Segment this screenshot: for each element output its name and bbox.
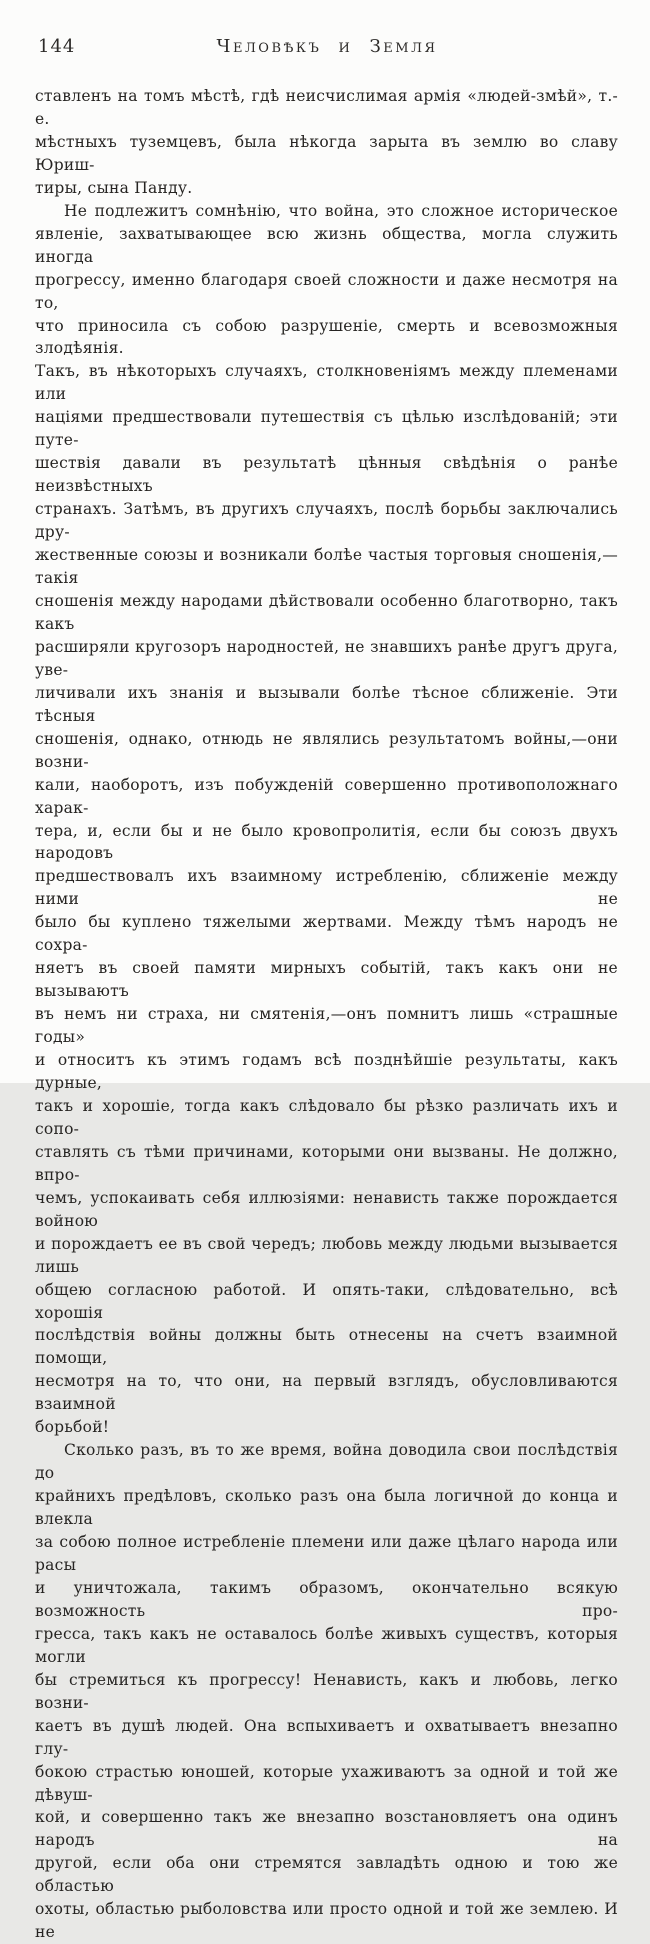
text-line: личивали ихъ знанія и вызывали болѣе тѣсное сближеніе. Эти тѣсныя [35, 683, 618, 725]
text-line: крайнихъ предѣловъ, сколько разъ она была логичной до конца и влекла [35, 1487, 618, 1529]
text-line: Такъ, въ нѣкоторыхъ случаяхъ, столкновеніямъ между племенами или [35, 362, 618, 404]
text-line: тера, и, если бы и не было кровопролитія, если бы союзъ двухъ народовъ [35, 821, 618, 863]
text-line: расширяли кругозоръ народностей, не знавшихъ ранѣе другъ друга, уве- [35, 637, 618, 679]
text-line: и уничтожала, такимъ образомъ, окончательно всякую возможность про- [35, 1578, 618, 1620]
text-line: было бы куплено тяжелыми жертвами. Между тѣмъ народъ не сохра- [35, 913, 618, 955]
text-line: тиры, сына Панду. [35, 178, 193, 197]
text-line: шествія давали въ результатѣ цѣнныя свѣдѣнія о ранѣе неизвѣстныхъ [35, 454, 618, 496]
text-line: чемъ, успокаивать себя иллюзіями: ненависть также порождается войною [35, 1188, 618, 1230]
text-line: кали, наоборотъ, изъ побужденій совершенно противоположнаго харак- [35, 775, 618, 817]
page-number: 144 [38, 36, 76, 57]
text-line: послѣдствія войны должны быть отнесены на счетъ взаимной помощи, [35, 1326, 618, 1368]
text-line: ставленъ на томъ мѣстѣ, гдѣ неисчислимая армія «людей-змѣй», т.-е. [35, 87, 618, 128]
text-line: такъ и хорошіе, тогда какъ слѣдовало бы рѣзко различать ихъ и сопо- [35, 1096, 618, 1138]
text-line: другой, если оба они стремятся завладѣть одною и тою же областью [35, 1854, 618, 1896]
text-line: предшествовалъ ихъ взаимному истребленію, сближеніе между ними не [35, 867, 618, 909]
text-line: жественные союзы и возникали болѣе частыя торговыя сношенія,—такія [35, 546, 618, 588]
text-line: сношенія, однако, отнюдь не являлись результатомъ войны,—они возни- [35, 729, 618, 771]
text-line: мѣстныхъ туземцевъ, была нѣкогда зарыта въ землю во славу Юриш- [35, 132, 618, 174]
text-line: общею согласною работой. И опять-таки, слѣдовательно, всѣ хорошія [35, 1280, 618, 1322]
text-line: бокою страстью юношей, которые ухаживаютъ за одной и той же дѣвуш- [35, 1762, 618, 1804]
text-line: Сколько разъ, въ то же время, война доводила свои послѣдствія до [35, 1441, 618, 1483]
text-line: каетъ въ душѣ людей. Она вспыхиваетъ и охватываетъ внезапно глу- [35, 1716, 618, 1758]
text-line: за собою полное истребленіе племени или даже цѣлаго народа или расы [35, 1533, 618, 1574]
text-line: охоты, областью рыболовства или просто одной и той же землею. И не [35, 1900, 618, 1942]
running-head [38, 36, 616, 62]
text-line: кой, и совершенно такъ же внезапно возстановляетъ она одинъ народъ на [35, 1808, 618, 1850]
text-line: ставлять съ тѣми причинами, которыми они вызваны. Не должно, впро- [35, 1142, 618, 1184]
text-line: и относитъ къ этимъ годамъ всѣ позднѣйшіе результаты, какъ дурные, [35, 1051, 618, 1092]
text-line: гресса, такъ какъ не оставалось болѣе живыхъ существъ, которыя могли [35, 1624, 618, 1666]
text-line: и порождаетъ ее въ свой чередъ; любовь между людьми вызывается лишь [35, 1234, 618, 1276]
text-line: няетъ въ своей памяти мирныхъ событій, такъ какъ они не вызываютъ [35, 959, 618, 1001]
text-line: бы стремиться къ прогрессу! Ненависть, какъ и любовь, легко возни- [35, 1670, 618, 1712]
text-line: несмотря на то, что они, на первый взглядъ, обусловливаются взаимной [35, 1372, 618, 1414]
text-line: націями предшествовали путешествія съ цѣлью изслѣдованій; эти путе- [35, 408, 618, 450]
running-title: Человѣкъ и Земля [216, 36, 438, 57]
text-line: явленіе, захватывающее всю жизнь общества, могла служить иногда [35, 224, 618, 266]
text-line: въ немъ ни страха, ни смятенія,—онъ помнитъ лишь «страшные годы» [35, 1005, 618, 1047]
text-line: Не подлежитъ сомнѣнію, что война, это сложное историческое [64, 201, 618, 220]
text-line: прогрессу, именно благодаря своей сложности и даже несмотря на то, [35, 270, 618, 312]
text-line: сношенія между народами дѣйствовали особенно благотворно, такъ какъ [35, 591, 618, 633]
text-line: что приносила съ собою разрушеніе, смерть и всевозможныя злодѣянія. [35, 316, 618, 358]
text-line: борьбой! [35, 1418, 110, 1437]
text-line: странахъ. Затѣмъ, въ другихъ случаяхъ, послѣ борьбы заключались дру- [35, 500, 618, 542]
page-body [35, 85, 618, 1944]
